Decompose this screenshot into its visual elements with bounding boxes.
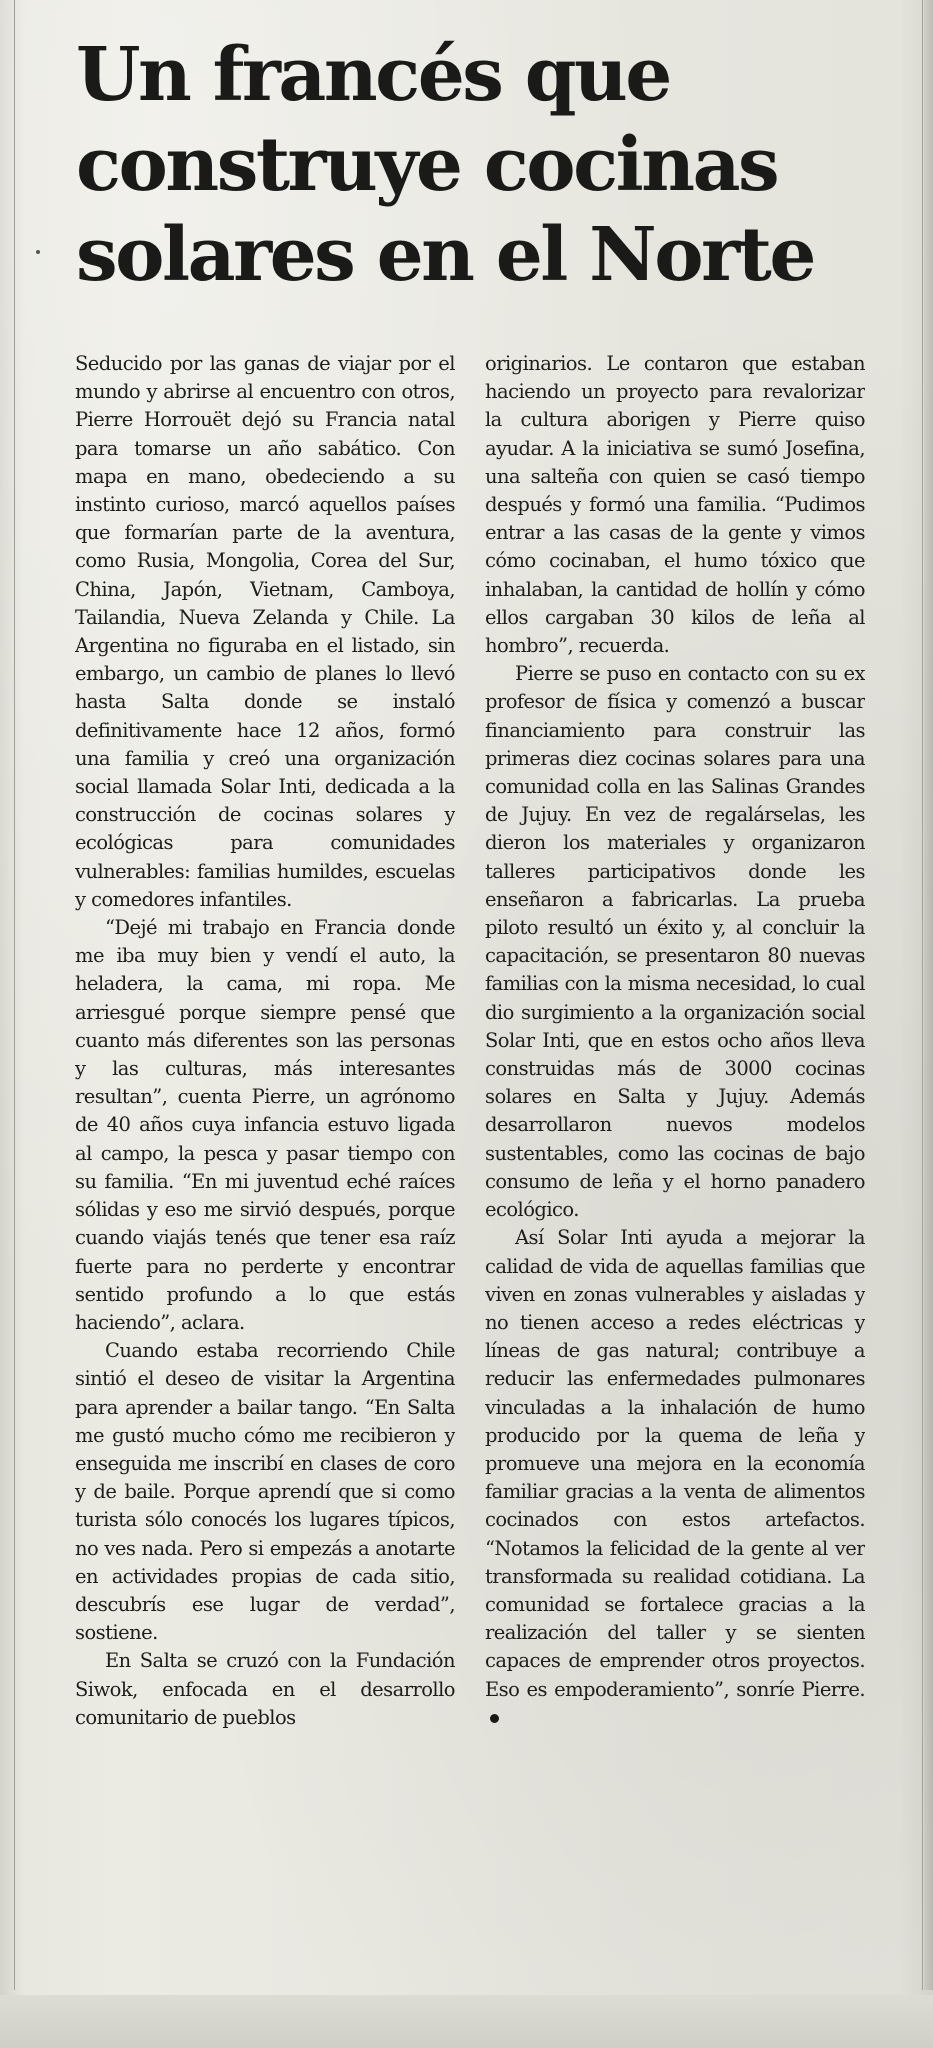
adjacent-page-edge	[924, 0, 933, 1990]
paragraph-chile-tango: Cuando estaba recorriendo Chile sintió el deseo de visitar la Argentina para aprender a bailar tango. “En Salta me gustó mucho cómo me recibieron y enseguida me inscribí en clases de coro y de baile. Porque aprendí que si como turista sólo conocés los lugares típicos, no ves nada. Pero si empezás a anotarte en actividades propias de cada sitio, descubrís ese lugar de verdad”, sostiene.	[75, 1339, 455, 1645]
article-body	[75, 350, 865, 2010]
paragraph-closing-text: Así Solar Inti ayuda a mejorar la calidad de vida de aquellas familias que viven en zonas vulnerables y aisladas y no tienen acceso a redes eléctricas y líneas de gas natural; contribuye a reducir las enfermedades pulmonares vinculadas a la inhalación de humo producido por la quema de leña y promueve una mejora en la economía familiar gracias a la venta de alimentos cocinados con estos artefactos. “Notamos la felicidad de la gente al ver transformada su realidad cotidiana. La comunidad se fortalece gracias a la realización del taller y se sienten capaces de emprender otros proyectos. Eso es empoderamiento”, sonríe Pierre.	[485, 1226, 865, 1701]
paragraph-closing	[485, 1224, 865, 1732]
column-rule-right	[922, 0, 923, 1990]
paragraph-siwok: En Salta se cruzó con la Fundación Siwok, enfocada en el desarrollo comunitario de pueblos	[75, 1649, 455, 1729]
paragraph-intro: Seducido por las ganas de viajar por el mundo y abrirse al encuentro con otros, Pierre Horrouët dejó su Francia natal para tomarse un año sabático. Con mapa en mano, obedeciendo a su instinto curioso, marcó aquellos países que formarían parte de la aventura, como Rusia, Mongolia, Corea del Sur, China, Japón, Vietnam, Camboya, Tailandia, Nueva Zelanda y Chile. La Argentina no figuraba en el listado, sin embargo, un cambio de planes lo llevó hasta Salta donde se instaló definitivamente hace 12 años, formó una familia y creó una organización social llamada Solar Inti, dedicada a la construcción de cocinas solares y ecológicas para comunidades vulnerables: familias humildes, escuelas y comedores infantiles.	[75, 352, 455, 911]
paragraph-originarios: originarios. Le contaron que estaban haciendo un proyecto para revalorizar la cultura aborigen y Pierre quiso ayudar. A la iniciativa se sumó Josefina, una salteña con quien se casó tiempo después y formó una familia. “Pudimos entrar a las casas de la gente y vimos cómo cocinaban, el humo tóxico que inhalaban, la cantidad de hollín y cómo ellos cargaban 30 kilos de leña al hombro”, recuerda.	[485, 352, 865, 658]
column-rule-left	[14, 0, 15, 1990]
article-column-left	[75, 350, 455, 2010]
page-bottom-strip	[0, 1995, 933, 2048]
end-of-article-dot	[490, 1714, 499, 1723]
print-mark	[36, 250, 40, 254]
article-column-right	[485, 350, 865, 2010]
article-headline: Un francés que construye cocinas solares en el Norte	[76, 32, 814, 298]
paragraph-physics-professor: Pierre se puso en contacto con su ex profesor de física y comenzó a buscar financiamiento para construir las primeras diez cocinas solares para una comunidad colla en las Salinas Grandes de Jujuy. En vez de regalárselas, les dieron los materiales y organizaron talleres participativos donde les enseñaron a fabricarlas. La prueba piloto resultó un éxito y, al concluir la capacitación, se presentaron 80 nuevas familias con la misma necesidad, lo cual dio surgimiento a la organización social Solar Inti, que en estos ocho años lleva construidas más de 3000 cocinas solares en Salta y Jujuy. Además desarrollaron nuevos modelos sustentables, como las cocinas de bajo consumo de leña y el horno panadero ecológico.	[485, 662, 865, 1222]
paragraph-quote-france: “Dejé mi trabajo en Francia donde me iba muy bien y vendí el auto, la heladera, la cama, mi ropa. Me arriesgué porque siempre pensé que cuanto más diferentes son las personas y las culturas, más interesantes resultan”, cuenta Pierre, un agrónomo de 40 años cuya infancia estuvo ligada al campo, la pesca y pasar tiempo con su familia. “En mi juventud eché raíces sólidas y eso me sirvió después, porque cuando viajás tenés que tener esa raíz fuerte para no perderte y encontrar sentido profundo a lo que estás haciendo”, aclara.	[75, 916, 455, 1334]
